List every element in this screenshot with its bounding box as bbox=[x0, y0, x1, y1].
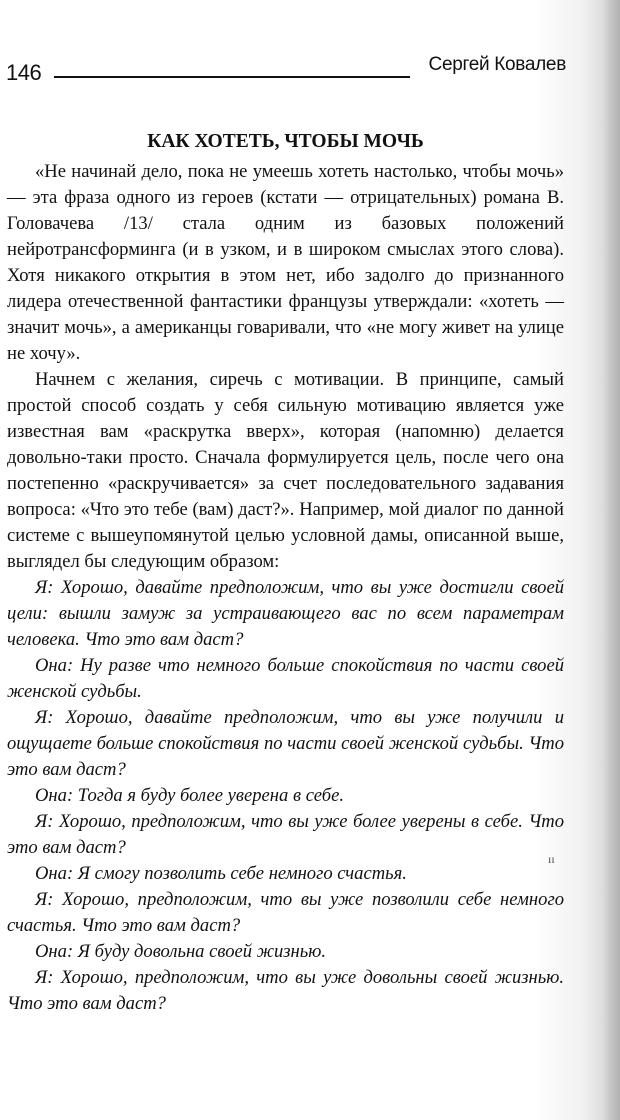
dialog-line: Она: Я буду довольна своей жизнью. bbox=[35, 941, 326, 962]
page-body bbox=[7, 128, 564, 1017]
paragraph: «Не начинай дело, пока не умеешь хотеть настолько, чтобы мочь» — эта фраза одного из героев (кстати — отрицательных) романа В. Головачева /13/ стала одним из базовых положений нейротрансформинга (и в узком, и в широком смыслах этого слова). Хотя никакого открытия в этом нет, ибо задолго до признанного лидера отечественной фантастики французы утверждали: «хотеть — значит мочь», а американцы говаривали, что «не могу живет на улице не хочу». bbox=[7, 161, 564, 364]
dialog-line: Я: Хорошо, давайте предположим, что вы уже достигли своей цели: вышли замуж за устраивающего вас по всем параметрам человека. Что это вам даст? bbox=[7, 577, 564, 650]
dialog-line: Я: Хорошо, предположим, что вы уже довольны своей жизнью. Что это вам даст? bbox=[7, 967, 564, 1014]
section-title: КАК ХОТЕТЬ, ЧТОБЫ МОЧЬ bbox=[147, 131, 424, 152]
running-header-author: Сергей Ковалев bbox=[428, 54, 566, 75]
stray-print-mark: ıı bbox=[548, 852, 555, 866]
running-header bbox=[0, 54, 566, 86]
dialog-line: Она: Ну разве что немного больше спокойствия по части своей женской судьбы. bbox=[7, 655, 564, 702]
paragraph: Начнем с желания, сиречь с мотивации. В принципе, самый простой способ создать у себя сильную мотивацию является уже известная вам «раскрутка вверх», которая (напомню) делается довольно-таки просто. Сначала формулируется цель, после чего она постепенно «раскручивается» за счет последовательного задавания вопроса: «Что это тебе (вам) даст?». Например, мой диалог по данной системе с вышеупомянутой целью условной дамы, описанной выше, выглядел бы следующим образом: bbox=[7, 369, 564, 572]
dialog-line: Я: Хорошо, предположим, что вы уже более уверены в себе. Что это вам даст? bbox=[7, 811, 564, 858]
dialog-line: Я: Хорошо, давайте предположим, что вы уже получили и ощущаете больше спокойствия по части своей женской судьбы. Что это вам даст? bbox=[7, 707, 564, 780]
page-gutter-shadow bbox=[602, 0, 620, 1120]
dialog-line: Она: Я смогу позволить себе немного счастья. bbox=[35, 863, 407, 884]
header-rule bbox=[54, 76, 410, 78]
dialog-line: Она: Тогда я буду более уверена в себе. bbox=[35, 785, 344, 806]
dialog-line: Я: Хорошо, предположим, что вы уже позволили себе немного счастья. Что это вам даст? bbox=[7, 889, 564, 936]
page-number: 146 bbox=[6, 60, 42, 85]
